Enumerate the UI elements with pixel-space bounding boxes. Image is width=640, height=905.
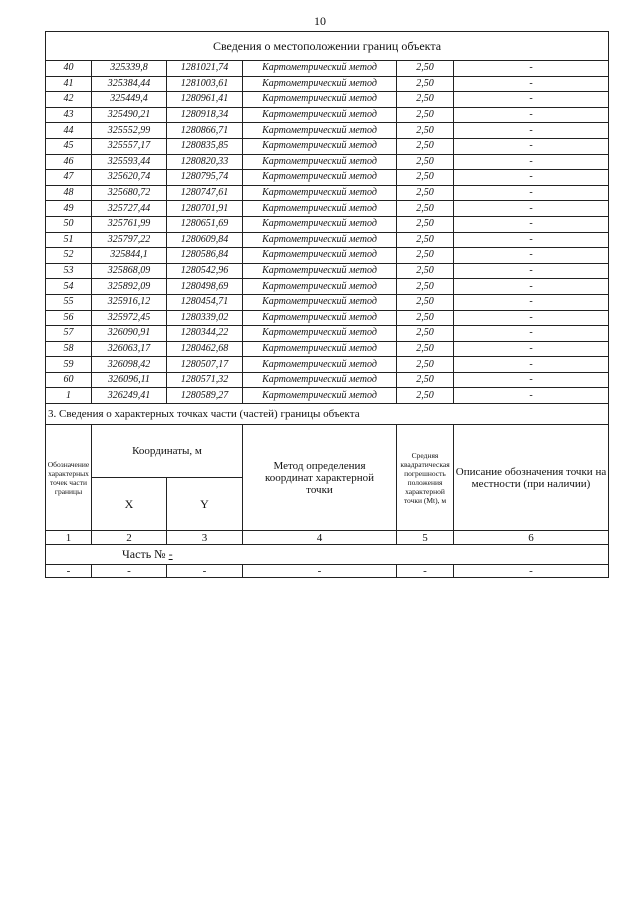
boundary-table xyxy=(45,31,609,578)
header-point-designation: Обозначение характерных точек части границы xyxy=(46,425,92,531)
x-coordinate-cell: 325727,44 xyxy=(92,201,167,217)
point-number-cell: 42 xyxy=(46,92,92,108)
method-cell: Картометрический метод xyxy=(243,170,397,186)
page-number: 10 xyxy=(314,14,326,28)
x-coordinate-cell: 325916,12 xyxy=(92,294,167,310)
header-method: Метод определения координат характерной точки xyxy=(243,425,397,531)
point-number-cell: 48 xyxy=(46,185,92,201)
accuracy-cell: 2,50 xyxy=(397,341,454,357)
description-cell: - xyxy=(454,154,609,170)
accuracy-cell: 2,50 xyxy=(397,357,454,373)
table-row xyxy=(46,123,609,139)
table-row xyxy=(46,310,609,326)
column-number: 1 xyxy=(46,531,92,545)
table-row xyxy=(46,248,609,264)
description-cell: - xyxy=(454,248,609,264)
method-cell: Картометрический метод xyxy=(243,294,397,310)
description-cell: - xyxy=(454,357,609,373)
y-coordinate-cell: 1280961,41 xyxy=(167,92,243,108)
header-x: X xyxy=(92,478,167,531)
column-number: 4 xyxy=(243,531,397,545)
table-row xyxy=(46,341,609,357)
description-cell: - xyxy=(454,372,609,388)
point-number-cell: 59 xyxy=(46,357,92,373)
coordinates-rows xyxy=(46,61,609,404)
method-cell: Картометрический метод xyxy=(243,107,397,123)
table-row xyxy=(46,170,609,186)
y-coordinate-cell: 1280498,69 xyxy=(167,279,243,295)
table-row xyxy=(46,232,609,248)
empty-cell: - xyxy=(243,565,397,578)
point-number-cell: 60 xyxy=(46,372,92,388)
y-coordinate-cell: 1280344,22 xyxy=(167,326,243,342)
accuracy-cell: 2,50 xyxy=(397,216,454,232)
accuracy-cell: 2,50 xyxy=(397,263,454,279)
x-coordinate-cell: 325557,17 xyxy=(92,138,167,154)
description-cell: - xyxy=(454,388,609,404)
point-number-cell: 54 xyxy=(46,279,92,295)
point-number-cell: 45 xyxy=(46,138,92,154)
table-row xyxy=(46,185,609,201)
table-row xyxy=(46,138,609,154)
table-row xyxy=(46,107,609,123)
point-number-cell: 50 xyxy=(46,216,92,232)
accuracy-cell: 2,50 xyxy=(397,326,454,342)
point-number-cell: 47 xyxy=(46,170,92,186)
description-cell: - xyxy=(454,201,609,217)
y-coordinate-cell: 1280701,91 xyxy=(167,201,243,217)
section3-title: 3. Сведения о характерных точках части (частей) границы объекта xyxy=(46,404,609,425)
empty-cell: - xyxy=(92,565,167,578)
y-coordinate-cell: 1280571,32 xyxy=(167,372,243,388)
x-coordinate-cell: 325797,22 xyxy=(92,232,167,248)
description-cell: - xyxy=(454,263,609,279)
table-row xyxy=(46,372,609,388)
x-coordinate-cell: 325552,99 xyxy=(92,123,167,139)
point-number-cell: 40 xyxy=(46,61,92,77)
point-number-cell: 44 xyxy=(46,123,92,139)
accuracy-cell: 2,50 xyxy=(397,123,454,139)
y-coordinate-cell: 1280866,71 xyxy=(167,123,243,139)
accuracy-cell: 2,50 xyxy=(397,92,454,108)
accuracy-cell: 2,50 xyxy=(397,232,454,248)
method-cell: Картометрический метод xyxy=(243,341,397,357)
accuracy-cell: 2,50 xyxy=(397,248,454,264)
x-coordinate-cell: 325339,8 xyxy=(92,61,167,77)
method-cell: Картометрический метод xyxy=(243,123,397,139)
point-number-cell: 1 xyxy=(46,388,92,404)
description-cell: - xyxy=(454,232,609,248)
x-coordinate-cell: 325449,4 xyxy=(92,92,167,108)
accuracy-cell: 2,50 xyxy=(397,185,454,201)
table-row xyxy=(46,357,609,373)
description-cell: - xyxy=(454,310,609,326)
document-table-container xyxy=(45,31,608,578)
accuracy-cell: 2,50 xyxy=(397,310,454,326)
y-coordinate-cell: 1280835,85 xyxy=(167,138,243,154)
header-coordinates: Координаты, м xyxy=(92,425,243,478)
section-title: Сведения о местоположении границ объекта xyxy=(46,32,609,61)
method-cell: Картометрический метод xyxy=(243,326,397,342)
x-coordinate-cell: 325680,72 xyxy=(92,185,167,201)
x-coordinate-cell: 325620,74 xyxy=(92,170,167,186)
method-cell: Картометрический метод xyxy=(243,185,397,201)
empty-cell: - xyxy=(397,565,454,578)
y-coordinate-cell: 1280454,71 xyxy=(167,294,243,310)
description-cell: - xyxy=(454,185,609,201)
method-cell: Картометрический метод xyxy=(243,279,397,295)
point-number-cell: 58 xyxy=(46,341,92,357)
method-cell: Картометрический метод xyxy=(243,372,397,388)
method-cell: Картометрический метод xyxy=(243,248,397,264)
accuracy-cell: 2,50 xyxy=(397,388,454,404)
empty-cell: - xyxy=(167,565,243,578)
table-row xyxy=(46,294,609,310)
table-row xyxy=(46,279,609,295)
table-row xyxy=(46,92,609,108)
column-number: 3 xyxy=(167,531,243,545)
y-coordinate-cell: 1280462,68 xyxy=(167,341,243,357)
y-coordinate-cell: 1280589,27 xyxy=(167,388,243,404)
accuracy-cell: 2,50 xyxy=(397,279,454,295)
method-cell: Картометрический метод xyxy=(243,388,397,404)
description-cell: - xyxy=(454,294,609,310)
accuracy-cell: 2,50 xyxy=(397,107,454,123)
part-number: - xyxy=(168,547,173,562)
description-cell: - xyxy=(454,107,609,123)
y-coordinate-cell: 1280820,33 xyxy=(167,154,243,170)
point-number-cell: 55 xyxy=(46,294,92,310)
empty-cell: - xyxy=(454,565,609,578)
x-coordinate-cell: 326063,17 xyxy=(92,341,167,357)
description-cell: - xyxy=(454,123,609,139)
table-row xyxy=(46,154,609,170)
method-cell: Картометрический метод xyxy=(243,263,397,279)
column-number: 2 xyxy=(92,531,167,545)
y-coordinate-cell: 1281003,61 xyxy=(167,76,243,92)
accuracy-cell: 2,50 xyxy=(397,372,454,388)
table-row xyxy=(46,201,609,217)
method-cell: Картометрический метод xyxy=(243,201,397,217)
x-coordinate-cell: 325844,1 xyxy=(92,248,167,264)
x-coordinate-cell: 325892,09 xyxy=(92,279,167,295)
method-cell: Картометрический метод xyxy=(243,92,397,108)
y-coordinate-cell: 1280747,61 xyxy=(167,185,243,201)
method-cell: Картометрический метод xyxy=(243,138,397,154)
y-coordinate-cell: 1280507,17 xyxy=(167,357,243,373)
description-cell: - xyxy=(454,279,609,295)
method-cell: Картометрический метод xyxy=(243,76,397,92)
part-label-row xyxy=(46,545,609,565)
method-cell: Картометрический метод xyxy=(243,216,397,232)
table-row xyxy=(46,263,609,279)
x-coordinate-cell: 325384,44 xyxy=(92,76,167,92)
description-cell: - xyxy=(454,341,609,357)
method-cell: Картометрический метод xyxy=(243,310,397,326)
x-coordinate-cell: 325593,44 xyxy=(92,154,167,170)
y-coordinate-cell: 1280339,02 xyxy=(167,310,243,326)
x-coordinate-cell: 326249,41 xyxy=(92,388,167,404)
point-number-cell: 46 xyxy=(46,154,92,170)
description-cell: - xyxy=(454,61,609,77)
header-description: Описание обозначения точки на местности (при наличии) xyxy=(454,425,609,531)
y-coordinate-cell: 1281021,74 xyxy=(167,61,243,77)
accuracy-cell: 2,50 xyxy=(397,294,454,310)
part-label: Часть № xyxy=(122,547,166,562)
description-cell: - xyxy=(454,76,609,92)
accuracy-cell: 2,50 xyxy=(397,138,454,154)
description-cell: - xyxy=(454,92,609,108)
description-cell: - xyxy=(454,326,609,342)
y-coordinate-cell: 1280651,69 xyxy=(167,216,243,232)
y-coordinate-cell: 1280542,96 xyxy=(167,263,243,279)
y-coordinate-cell: 1280609,84 xyxy=(167,232,243,248)
header-y: Y xyxy=(167,478,243,531)
point-number-cell: 41 xyxy=(46,76,92,92)
point-number-cell: 56 xyxy=(46,310,92,326)
point-number-cell: 51 xyxy=(46,232,92,248)
accuracy-cell: 2,50 xyxy=(397,170,454,186)
point-number-cell: 52 xyxy=(46,248,92,264)
table-row xyxy=(46,326,609,342)
accuracy-cell: 2,50 xyxy=(397,61,454,77)
table-row xyxy=(46,76,609,92)
x-coordinate-cell: 326098,42 xyxy=(92,357,167,373)
table-row xyxy=(46,216,609,232)
x-coordinate-cell: 325490,21 xyxy=(92,107,167,123)
empty-cell: - xyxy=(46,565,92,578)
accuracy-cell: 2,50 xyxy=(397,76,454,92)
method-cell: Картометрический метод xyxy=(243,357,397,373)
x-coordinate-cell: 325761,99 xyxy=(92,216,167,232)
point-number-cell: 43 xyxy=(46,107,92,123)
x-coordinate-cell: 325868,09 xyxy=(92,263,167,279)
point-number-cell: 53 xyxy=(46,263,92,279)
accuracy-cell: 2,50 xyxy=(397,201,454,217)
description-cell: - xyxy=(454,138,609,154)
column-number: 6 xyxy=(454,531,609,545)
y-coordinate-cell: 1280795,74 xyxy=(167,170,243,186)
description-cell: - xyxy=(454,216,609,232)
x-coordinate-cell: 326090,91 xyxy=(92,326,167,342)
method-cell: Картометрический метод xyxy=(243,61,397,77)
accuracy-cell: 2,50 xyxy=(397,154,454,170)
method-cell: Картометрический метод xyxy=(243,154,397,170)
column-number: 5 xyxy=(397,531,454,545)
y-coordinate-cell: 1280586,84 xyxy=(167,248,243,264)
method-cell: Картометрический метод xyxy=(243,232,397,248)
x-coordinate-cell: 326096,11 xyxy=(92,372,167,388)
header-accuracy: Средняя квадратическая погрешность положения характерной точки (Mt), м xyxy=(397,425,454,531)
y-coordinate-cell: 1280918,34 xyxy=(167,107,243,123)
x-coordinate-cell: 325972,45 xyxy=(92,310,167,326)
point-number-cell: 57 xyxy=(46,326,92,342)
table-row xyxy=(46,61,609,77)
table-row xyxy=(46,388,609,404)
point-number-cell: 49 xyxy=(46,201,92,217)
description-cell: - xyxy=(454,170,609,186)
